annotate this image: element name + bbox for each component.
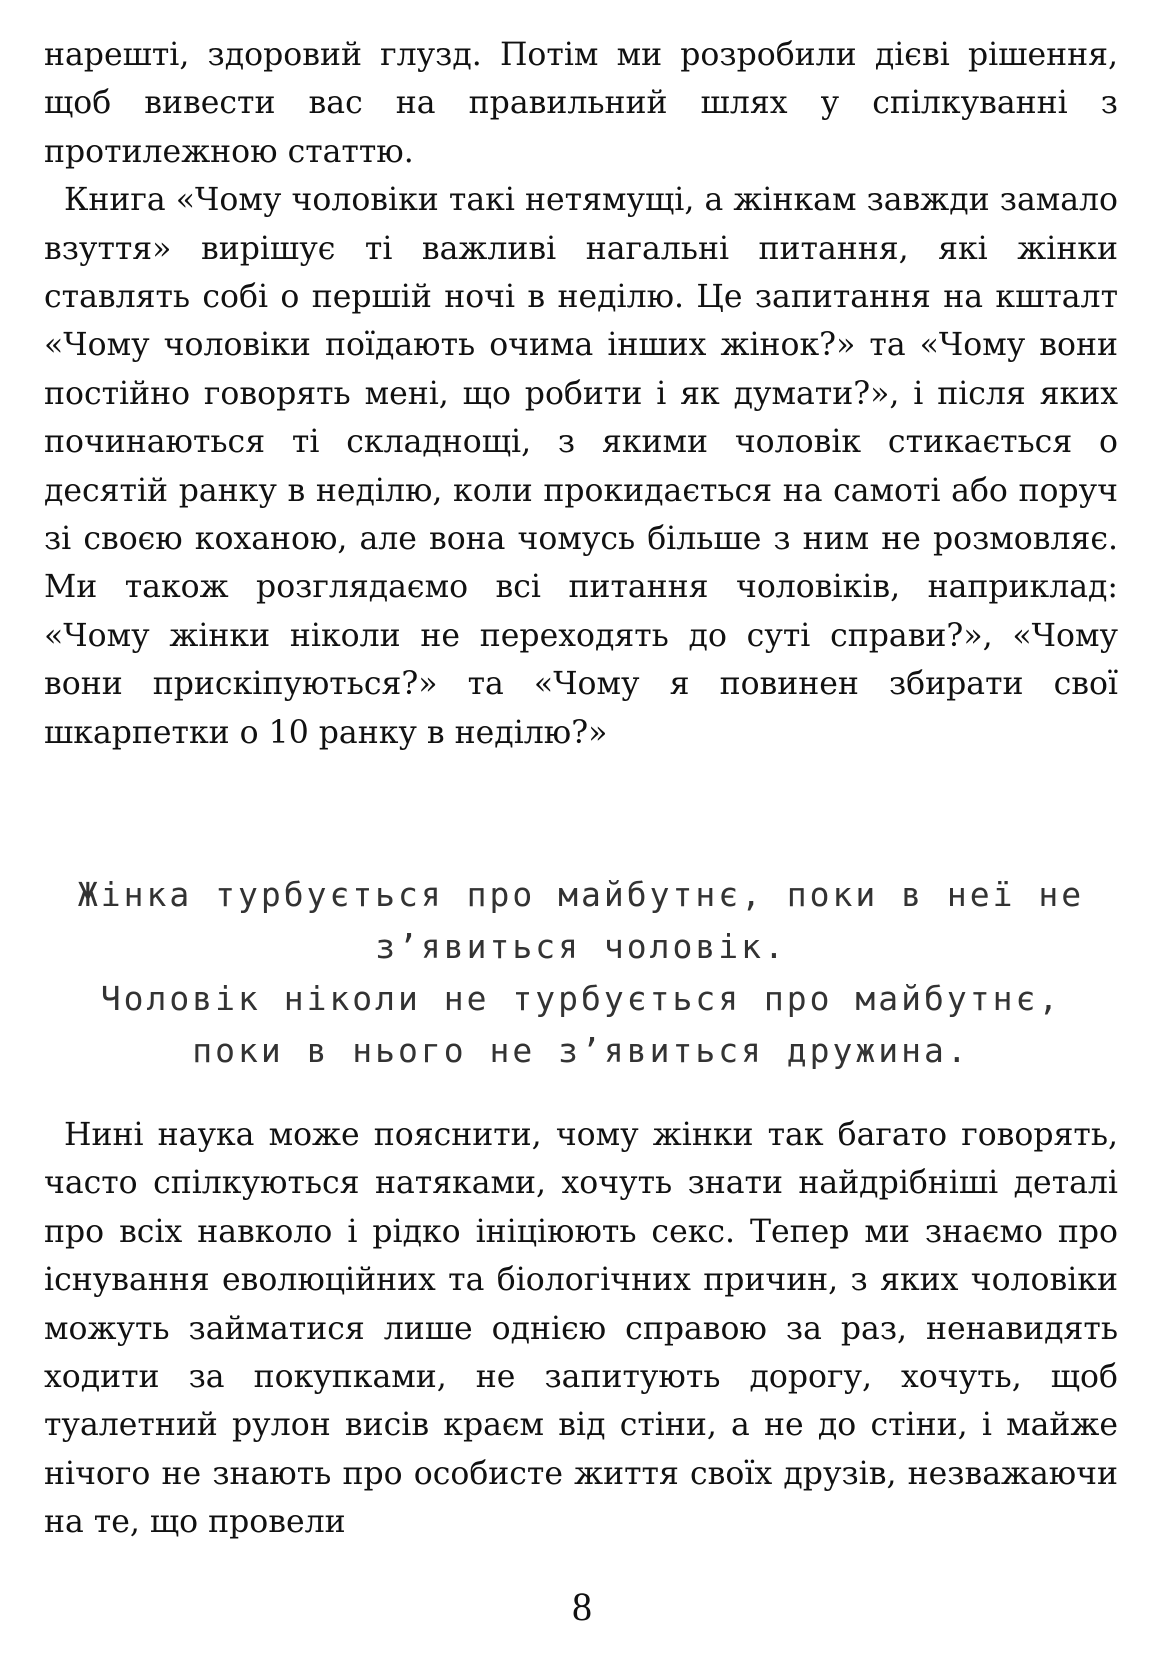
body-text-top — [44, 31, 1118, 757]
quote-line-man: Чоловік ніколи не турбується про майбутнє, поки в нього не з’явиться дружина. — [100, 979, 1062, 1070]
paragraph-book-questions: Книга «Чому чоловіки такі нетямущі, а жінкам завжди замало взуття» вирішує ті важливі нагальні питання, які жінки ставлять собі о першій ночі в неділю. Це запитання на кшталт «Чому чоловіки поїдають очима інших жінок?» та «Чому вони постійно говорять мені, що робити і як думати?», і після яких починаються ті складнощі, з якими чоловік стикається о десятій ранку в неділю, коли прокидається на самоті або поруч зі своєю коханою, але вона чомусь більше з ним не розмовляє. Ми також розглядаємо всі питання чоловіків, наприклад: «Чому жінки ніколи не переходять до суті справи?», «Чому вони прискіпуються?» та «Чому я повинен збирати свої шкарпетки о 10 ранку в неділю?» — [44, 182, 1118, 751]
epigraph-quote — [44, 869, 1118, 1077]
body-text-bottom — [44, 1111, 1118, 1547]
quote-line-woman: Жінка турбується про майбутнє, поки в неї не з’явиться чоловік. — [77, 875, 1085, 966]
page-number: 8 — [572, 1584, 592, 1629]
paragraph-science-explains: Нині наука може пояснити, чому жінки так багато говорять, часто спілкуються натяками, хочуть знати найдрібніші деталі про всіх навколо і рідко ініціюють секс. Тепер ми знаємо про існування еволюційних та біологічних причин, з яких чоловіки можуть займатися лише однією справою за раз, ненавидять ходити за покупками, не запитують дорогу, хочуть, щоб туалетний рулон висів краєм від стіни, а не до стіни, і майже нічого не знають про особисте життя своїх друзів, незважаючи на те, що провели — [44, 1117, 1118, 1541]
paragraph-continuation: нарешті, здоровий глузд. Потім ми розробили дієві рішення, щоб вивести вас на правильний шлях у спілкуванні з протилежною статтю. — [44, 37, 1118, 170]
